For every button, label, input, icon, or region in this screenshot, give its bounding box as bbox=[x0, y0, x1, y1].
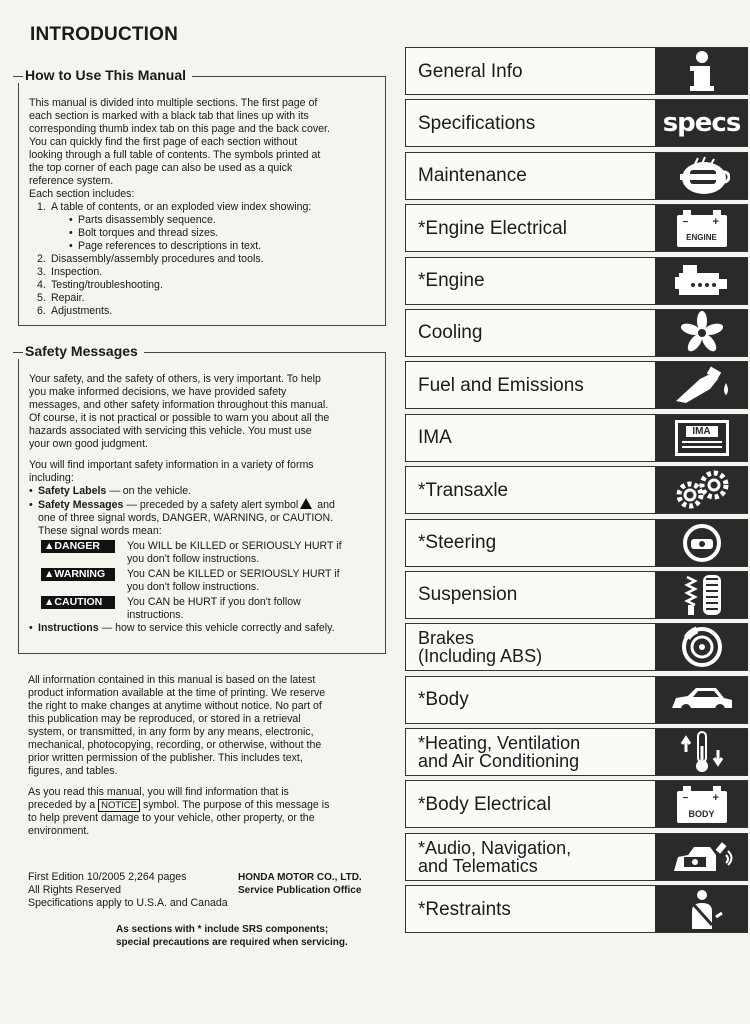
publisher-info: HONDA MOTOR CO., LTD. Service Publication Office bbox=[238, 872, 362, 896]
section-includes-list bbox=[37, 201, 379, 318]
list-item: 2. Disassembly/assembly procedures and tools. bbox=[37, 253, 264, 265]
srs-note: As sections with * include SRS components; special precautions are required when servicing. bbox=[116, 924, 348, 948]
tab-ima[interactable]: IMA IMA bbox=[405, 414, 748, 462]
gears-icon bbox=[655, 467, 748, 513]
tab-audio-navigation[interactable]: *Audio, Navigation, and Telematics bbox=[405, 833, 748, 881]
list-item: 3. Inspection. bbox=[37, 266, 103, 278]
battery-engine-icon: − + ENGINE bbox=[655, 205, 748, 251]
safety-messages-item: • Safety Messages — preceded by a safety alert symbol and one of three signal words, DANGER, WARNING, or CAUTION. These signal words mean: bbox=[29, 498, 381, 538]
list-item: • Page references to descriptions in text. bbox=[69, 240, 379, 253]
info-icon bbox=[655, 48, 748, 94]
disclaimer-text: All information contained in this manual is based on the latest product information available at the time of printing. We reserve the right to make changes at anytime without notice. No part of this publication may be reproduced, or stored in a retrieval system, or transmitted, in any form by any means, electronic, mechanical, photocopying, recording, or otherwise, without the prior written permission of the publisher. This includes text, figures, and tables. As you read this manual, you will find information that is preceded by a NOTICE symbol. The purpose of this message is to help prevent damage to your vehicle, other property, or the environment. bbox=[28, 674, 330, 837]
tab-transaxle[interactable]: *Transaxle bbox=[405, 466, 748, 514]
steering-wheel-icon bbox=[655, 520, 748, 566]
safety-heading: Safety Messages bbox=[25, 343, 138, 359]
car-body-icon bbox=[655, 677, 748, 723]
fan-icon bbox=[655, 310, 748, 356]
tab-body-electrical[interactable]: *Body Electrical − + BODY bbox=[405, 780, 748, 828]
includes-label: Each section includes: bbox=[29, 188, 135, 200]
notice-symbol: NOTICE bbox=[98, 799, 140, 812]
safety-labels-item: • Safety Labels — on the vehicle. bbox=[29, 485, 381, 498]
tab-body[interactable]: *Body bbox=[405, 676, 748, 724]
tab-fuel-and-emissions[interactable]: Fuel and Emissions bbox=[405, 361, 748, 409]
specs-icon: specs bbox=[655, 100, 748, 146]
edition-info: First Edition 10/2005 2,264 pages All Rights Reserved Specifications apply to U.S.A. and Canada bbox=[28, 871, 228, 909]
fuel-nozzle-icon bbox=[655, 362, 748, 408]
tab-restraints[interactable]: *Restraints bbox=[405, 885, 748, 933]
how-to-body: This manual is divided into multiple sections. The first page of each section is marked with a black tab that lines up with its corresponding thumb index tab on this page and the back cover. You can quickly find the first page of each section without looking through a full table of contents. The symbols printed at the top corner of each page can also be used as a quick reference system. Each section includes: 1. A table of contents, or an exploded view index showing: • Parts disassembly sequence. • Bolt torques and thread sizes. • Page references to descriptions in text. 2. Disassembly/assembly procedures and tools. 3. Inspection. 4. Testing/troubleshooting. 5. Repair. 6. Adjustments. bbox=[29, 97, 379, 318]
tab-engine-electrical[interactable]: *Engine Electrical − + ENGINE bbox=[405, 204, 748, 252]
list-item: • Bolt torques and thread sizes. bbox=[69, 227, 379, 240]
section-index-tabs bbox=[405, 47, 748, 938]
sub-list bbox=[69, 214, 379, 253]
tab-maintenance[interactable]: Maintenance bbox=[405, 152, 748, 200]
how-to-heading: How to Use This Manual bbox=[25, 67, 187, 83]
tab-general-info[interactable]: General Info bbox=[405, 47, 748, 95]
warning-badge: ▲WARNING bbox=[41, 568, 115, 581]
ima-icon: IMA bbox=[655, 415, 748, 461]
tab-cooling[interactable]: Cooling bbox=[405, 309, 748, 357]
how-to-use-section bbox=[18, 67, 386, 326]
seatbelt-icon bbox=[655, 886, 748, 932]
tab-heating-ventilation[interactable]: *Heating, Ventilation and Air Conditioning bbox=[405, 728, 748, 776]
thermometer-icon bbox=[655, 729, 748, 775]
brake-disc-icon bbox=[655, 624, 748, 670]
navigation-icon bbox=[655, 834, 748, 880]
list-item: 5. Repair. bbox=[37, 292, 85, 304]
list-item: 6. Adjustments. bbox=[37, 305, 113, 317]
wrench-hand-icon bbox=[655, 153, 748, 199]
battery-body-icon: − + BODY bbox=[655, 781, 748, 827]
instructions-item: • Instructions — how to service this vehicle correctly and safely. bbox=[29, 622, 381, 635]
shock-absorber-icon bbox=[655, 572, 748, 618]
safety-body: Your safety, and the safety of others, is very important. To help you make informed decisions, we have provided safety messages, and other safety information throughout this manual. Of course, it is not practical or possible to warn you about all the hazards associated with servicing this vehicle. You must use your own good judgment. You will find important safety information in a variety of forms including: • Safety Labels — on the vehicle. • Safety Messages — preceded by a safety alert symbol and one of three signal words, DANGER, WARNING, or CAUTION. These signal words mean: ▲DANGER You WILL be KILLED or SERIOUSLY HURT if you don't follow instructions. ▲WARNING You CAN be KILLED or SERIOUSLY HURT if you don't follow instructions. ▲CAUTION You CAN be HURT if you don't follow instructions. • Instructions — how to service this vehicle correctly and safely. bbox=[29, 373, 381, 635]
tab-suspension[interactable]: Suspension bbox=[405, 571, 748, 619]
safety-messages-section bbox=[18, 343, 386, 654]
list-item: 4. Testing/troubleshooting. bbox=[37, 279, 163, 291]
tab-engine[interactable]: *Engine bbox=[405, 257, 748, 305]
warning-row: ▲WARNING You CAN be KILLED or SERIOUSLY HURT if you don't follow instructions. bbox=[29, 568, 381, 594]
caution-badge: ▲CAUTION bbox=[41, 596, 115, 609]
page-title: INTRODUCTION bbox=[30, 24, 179, 45]
list-item: • Parts disassembly sequence. bbox=[69, 214, 379, 227]
list-item: 1. A table of contents, or an exploded view index showing: bbox=[37, 201, 312, 213]
tab-specifications[interactable]: Specifications specs bbox=[405, 99, 748, 147]
engine-icon bbox=[655, 258, 748, 304]
tab-brakes[interactable]: Brakes (Including ABS) bbox=[405, 623, 748, 671]
safety-alert-icon bbox=[300, 498, 312, 509]
tab-steering[interactable]: *Steering bbox=[405, 519, 748, 567]
danger-row: ▲DANGER You WILL be KILLED or SERIOUSLY HURT if you don't follow instructions. bbox=[29, 540, 381, 566]
caution-row: ▲CAUTION You CAN be HURT if you don't follow instructions. bbox=[29, 596, 381, 622]
danger-badge: ▲DANGER bbox=[41, 540, 115, 553]
